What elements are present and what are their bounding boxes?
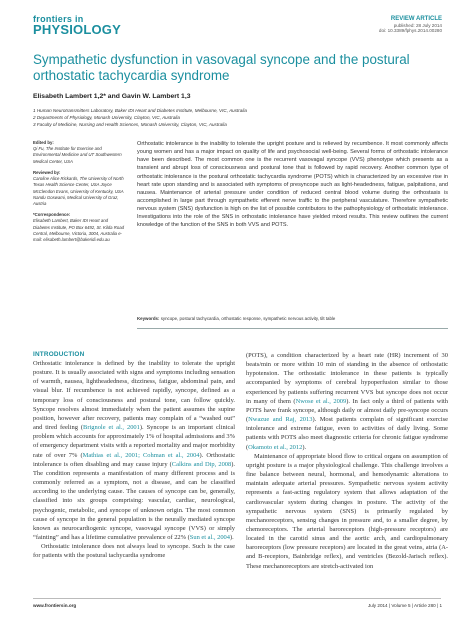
doi-link[interactable]: doi: 10.3389/fphys.2014.00280: [378, 28, 442, 34]
footer-url[interactable]: www.frontiersin.org: [33, 603, 77, 608]
journal-logo-line1: frontiers in: [33, 14, 84, 24]
citation-link[interactable]: Mathias et al., 2001; Cohman et al., 2004: [82, 451, 200, 459]
affiliation-item: 1 Human Neurotransmitters Laboratory, Baker IDI Heart and Diabetes Institute, Melbourne, VIC, Australia: [33, 108, 247, 113]
citation-link[interactable]: Sun et al., 2004: [189, 533, 230, 541]
affiliation-item: 3 Faculty of Medicine, Nursing and Health Sciences, Monash University, Clayton, VIC, Australia: [33, 122, 227, 128]
edited-by-label: Edited by:: [33, 140, 54, 145]
footer-divider: [33, 598, 441, 599]
article-title: Sympathetic dysfunction in vasovagal syncope and the postural orthostatic tachycardia syndrome: [33, 52, 410, 84]
correspondence-text: Elisabeth Lambert, Baker IDI Heart and Diabetes Institute, PO Box 6492, St. Kilda Road Central, Melbourne, Victoria, 3004, Australia e-mail: elisabeth.lambert@bakeridi.edu.au: [33, 218, 125, 243]
article-type: REVIEW ARTICLE: [390, 16, 442, 22]
article-sidebar: [33, 140, 125, 243]
citation-link[interactable]: Calkins and Dip, 2008: [171, 460, 232, 468]
affiliation-item: 2 Departments of Physiology, Monash University, Clayton, VIC, Australia: [33, 115, 180, 121]
citation-link[interactable]: Nwazue and Raj, 2013: [248, 416, 313, 424]
citation-link[interactable]: Brignole et al., 2001: [83, 424, 140, 432]
citation-link[interactable]: Okamoto et al., 2012: [248, 443, 303, 451]
journal-logo: [33, 15, 121, 36]
body-paragraph: Orthostatic intolerance is defined by the inability to tolerate the upright posture. It is usually associated with signs and symptoms including sensation of warmth, nausea, lightheadedness, dizziness, fatigue, abdominal pain, and visual blur. If recumbence is not achieved rapidly, syncope, defined as a temporary loss of consciousness and postural tone, can follow quickly. Syncope resolves almost immediately when the patient assumes the supine position, however after recovery, patients may complain of a “washed out” and tired feeling (Brignole et al., 2001). Syncope is an important clinical problem which accounts for approximately 1% of hospital admissions and 3% of emergency department visits with a reported mortality and major morbidity rate of over 7% (Mathias et al., 2001; Cohman et al., 2004). Orthostatic intolerance is often disabling and may cause injury (Calkins and Dip, 2008). The condition represents a manifestation of many different process and is commonly referred as a symptom, not a disease, and can be classified according to the underlying cause. The causes of syncope can be, generally, classified into six groups comprising: vascular, cardiac, neurological, psychogenic, metabolic, and syncope of unknown origin. The most common cause of syncope in the general population is the neurally mediated syncope known as neurocardiogenic syncope, vasovagal syncope (VVS) or simply “fainting” and has a lifetime cumulative prevalence of 22% (Sun et al., 2004).: [33, 360, 236, 541]
abstract-text: Orthostatic intolerance is the inability to tolerate the upright posture and is relieved by recumbence. It most commonly affects young women and has a major impact on quality of life and psychosocial well-being. Several forms of orthostatic intolerance have been described. The most common one is the recurrent vasovagal syncope (VVS) phenotype which presents as a transient and abrupt loss of consciousness and postural tone that is followed by rapid recovery. Another common type of orthostatic intolerance is the postural orthostatic tachycardia syndrome (POTS) which is characterized by an excessive rise in heart rate upon standing and is associated with symptoms of presyncope such as light-headedness, fatigue, palpitations, and nausea. Maintenance of arterial pressure under condition of reduced central blood volume during the orthostasis is accomplished in large part through sympathetic efferent nerve traffic to the peripheral vasculature. Therefore sympathetic nervous system (SNS) dysfunction is high on the list of possible contributors to the pathophysiology of orthostatic intolerance. Investigations into the role of the SNS in orthostatic intolerance have yielded mixed results. This review outlines the current knowledge of the function of the SNS in both VVS and POTS.: [137, 141, 448, 229]
article-header-meta: [379, 16, 442, 33]
keywords-label: Keywords:: [137, 316, 160, 321]
affiliation-list: [33, 107, 453, 128]
body-column-right: [246, 351, 448, 571]
body-paragraph: Orthostatic intolerance does not always lead to syncope. Such is the case for patients with the postural tachycardia syndrome: [33, 543, 235, 560]
footer-citation: July 2014 | Volume 5 | Article 280 | 1: [367, 603, 442, 608]
reviewed-by-text: Caroline Alice Rickards, The University of North Texas Health Science Center, USA Joyce McClendon Evans, University of Kentucky, USA Nandu Goswami, Medical University of Graz, Austria: [33, 176, 124, 206]
edited-by-text: Qi Fu, The Institute for Exercise and Environmental Medicine and UT Southwestern Medical Center, USA: [33, 146, 122, 164]
keywords-text: syncope, postural tachycardia, orthostatic response, sympathetic nervous activity, tilt table: [160, 316, 336, 321]
citation-link[interactable]: Nwose et al., 2009: [295, 397, 347, 405]
body-column-left: [33, 359, 235, 560]
body-paragraph: Maintenance of appropriate blood flow to critical organs on assumption of upright posture is a major physiological challenge. This challenge involves a fine balance between neural, hormonal, and hemodynamic alterations to maintain adequate arterial pressures. Sympathetic nervous system activity represents a fast-acting regulatory system that allows adaptation of the cardiovascular system during changes in posture. The activity of the sympathetic nervous system (SNS) is primarily regulated by mechanoreceptors, sensing changes in pressure and, to a smaller degree, by chemoreceptors. The arterial baroreceptors (high-pressure receptors) are located in the carotid sinus and the aortic arch, and cardiopulmonary baroreceptors (low pressure receptors) are located in the great veins, atria (A- and B-receptors, Bainbridge reflex), and ventricles (Bezold-Jarisch reflex). These mechanoreceptors are stretch-activated ion: [246, 452, 448, 570]
keywords-line: [137, 316, 448, 321]
published-date: published: 28 July 2014: [393, 22, 442, 28]
author-list: Elisabeth Lambert 1,2* and Gavin W. Lambert 1,3: [33, 93, 191, 100]
reviewed-by-label: Reviewed by:: [33, 169, 61, 175]
keywords-divider: [137, 328, 448, 329]
correspondence-label: *Correspondence:: [33, 212, 71, 218]
introduction-heading: INTRODUCTION: [33, 351, 85, 358]
journal-logo-line2: PHYSIOLOGY: [33, 22, 121, 37]
body-paragraph: (POTS), a condition characterized by a heart rate (HR) increment of 30 beats/min or more within 10 min of standing in the absence of orthostatic hypotension. The orthostatic intolerance in these patients is typically accompanied by symptoms of cerebral hypoperfusion similar to those experienced by patients suffering recurrent VVS but syncope does not occur in many of them (Nwose et al., 2009). In fact only a third of patients with POTS have frank syncope, although daily or almost daily pre-syncope occurs (Nwazue and Raj, 2013). Most patients complain of significant exercise intolerance and extreme fatigue, even to activities of daily living. Some patients with POTS also meet diagnostic criteria for chronic fatigue syndrome (Okamoto et al., 2012).: [246, 352, 449, 451]
